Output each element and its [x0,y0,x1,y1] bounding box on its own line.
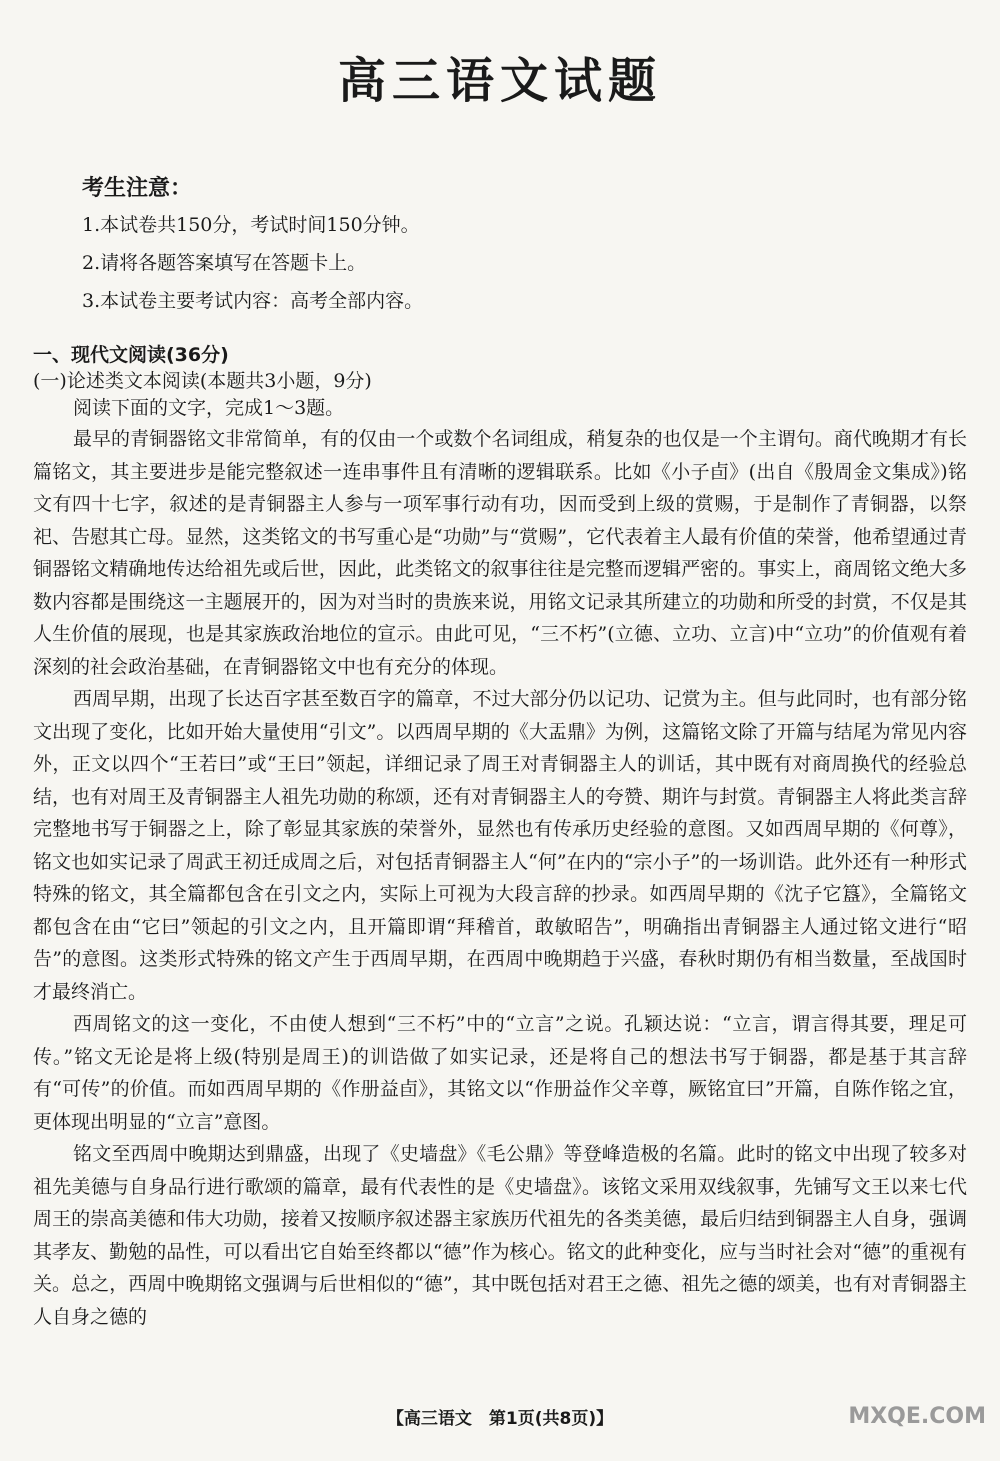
paragraph-4: 铭文至西周中晚期达到鼎盛，出现了《史墙盘》《毛公鼎》等登峰造极的名篇。此时的铭文中出现了较多对祖先美德与自身品行进行歌颂的篇章，最有代表性的是《史墙盘》。该铭文采用双线叙事，先铺写文王以来七代周王的崇高美德和伟大功勋，接着又按顺序叙述器主家族历代祖先的各类美德，最后归结到铜器主人自身，强调其孝友、勤勉的品性，可以看出它自始至终都以“德”作为核心。铭文的此种变化，应与当时社会对“德”的重视有关。总之，西周中晚期铭文强调与后世相似的“德”，其中既包括对君王之德、祖先之德的颂美，也有对青铜器主人自身之德的 [33,1143,967,1328]
paragraph-1: 最早的青铜器铭文非常简单，有的仅由一个或数个名词组成，稍复杂的也仅是一个主谓句。商代晚期才有长篇铭文，其主要进步是能完整叙述一连串事件且有清晰的逻辑联系。比如《小子卣》(出自《殷周金文集成》)铭文有四十七字，叙述的是青铜器主人参与一项军事行动有功，因而受到上级的赏赐，于是制作了青铜器，以祭祀、告慰其亡母。显然，这类铭文的书写重心是“功勋”与“赏赐”，它代表着主人最有价值的荣誉，他希望通过青铜器铭文精确地传达给祖先或后世，因此，此类铭文的叙事往往是完整而逻辑严密的。事实上，商周铭文绝大多数内容都是围绕这一主题展开的，因为对当时的贵族来说，用铭文记录其所建立的功勋和所受的封赏，不仅是其人生价值的展现，也是其家族政治地位的宣示。由此可见，“三不朽”(立德、立功、立言)中“立功”的价值观有着深刻的社会政治基础，在青铜器铭文中也有充分的体现。 [33,428,968,678]
exam-notice [82,172,423,320]
page-footer: 【高三语文 第1页(共8页)】 [386,1409,614,1429]
reading-section [33,342,967,1333]
section-heading: 一、现代文阅读(36分) [33,344,229,366]
paragraph-3: 西周铭文的这一变化，不由使人想到“三不朽”中的“立言”之说。孔颖达说：“立言，谓言得其要，理足可传。”铭文无论是将上级(特别是周王)的训诰做了如实记录，还是将自己的想法书写于铜器，都是基于其言辞有“可传”的价值。而如西周早期的《作册益卣》，其铭文以“作册益作父辛尊，厥铭宜曰”开篇，自陈作铭之宜，更体现出明显的“立言”意图。 [33,1013,967,1133]
notice-item-3: 3.本试卷主要考试内容：高考全部内容。 [82,290,424,312]
page-title: 高三语文试题 [337,53,662,109]
section-instruction: 阅读下面的文字，完成1～3题。 [73,397,345,419]
watermark: MXQE.COM [848,1404,986,1429]
notice-item-2: 2.请将各题答案填写在答题卡上。 [82,252,367,274]
paragraph-2: 西周早期，出现了长达百字甚至数百字的篇章，不过大部分仍以记功、记赏为主。但与此同时，也有部分铭文出现了变化，比如开始大量使用“引文”。以西周早期的《大盂鼎》为例，这篇铭文除了开篇与结尾为常见内容外，正文以四个“王若曰”或“王曰”领起，详细记录了周王对青铜器主人的训话，其中既有对商周换代的经验总结，也有对周王及青铜器主人祖先功勋的称颂，还有对青铜器主人的夸赞、期许与封赏。青铜器主人将此类言辞完整地书写于铜器之上，除了彰显其家族的荣誉外，显然也有传承历史经验的意图。又如西周早期的《何尊》，铭文也如实记录了周武王初迁成周之后，对包括青铜器主人“何”在内的“宗小子”的一场训诰。此外还有一种形式特殊的铭文，其全篇都包含在引文之内，实际上可视为大段言辞的抄录。如西周早期的《沈子它簋》，全篇铭文都包含在由“它曰”领起的引文之内，且开篇即谓“拜稽首，敢敏昭告”，明确指出青铜器主人通过铭文进行“昭告”的意图。这类形式特殊的铭文产生于西周早期，在西周中晚期趋于兴盛，春秋时期仍有相当数量，至战国时才最终消亡。 [33,688,967,1003]
notice-heading: 考生注意： [82,176,193,201]
notice-item-1: 1.本试卷共150分，考试时间150分钟。 [82,214,420,236]
section-subheading: (一)论述类文本阅读(本题共3小题，9分) [33,370,372,392]
